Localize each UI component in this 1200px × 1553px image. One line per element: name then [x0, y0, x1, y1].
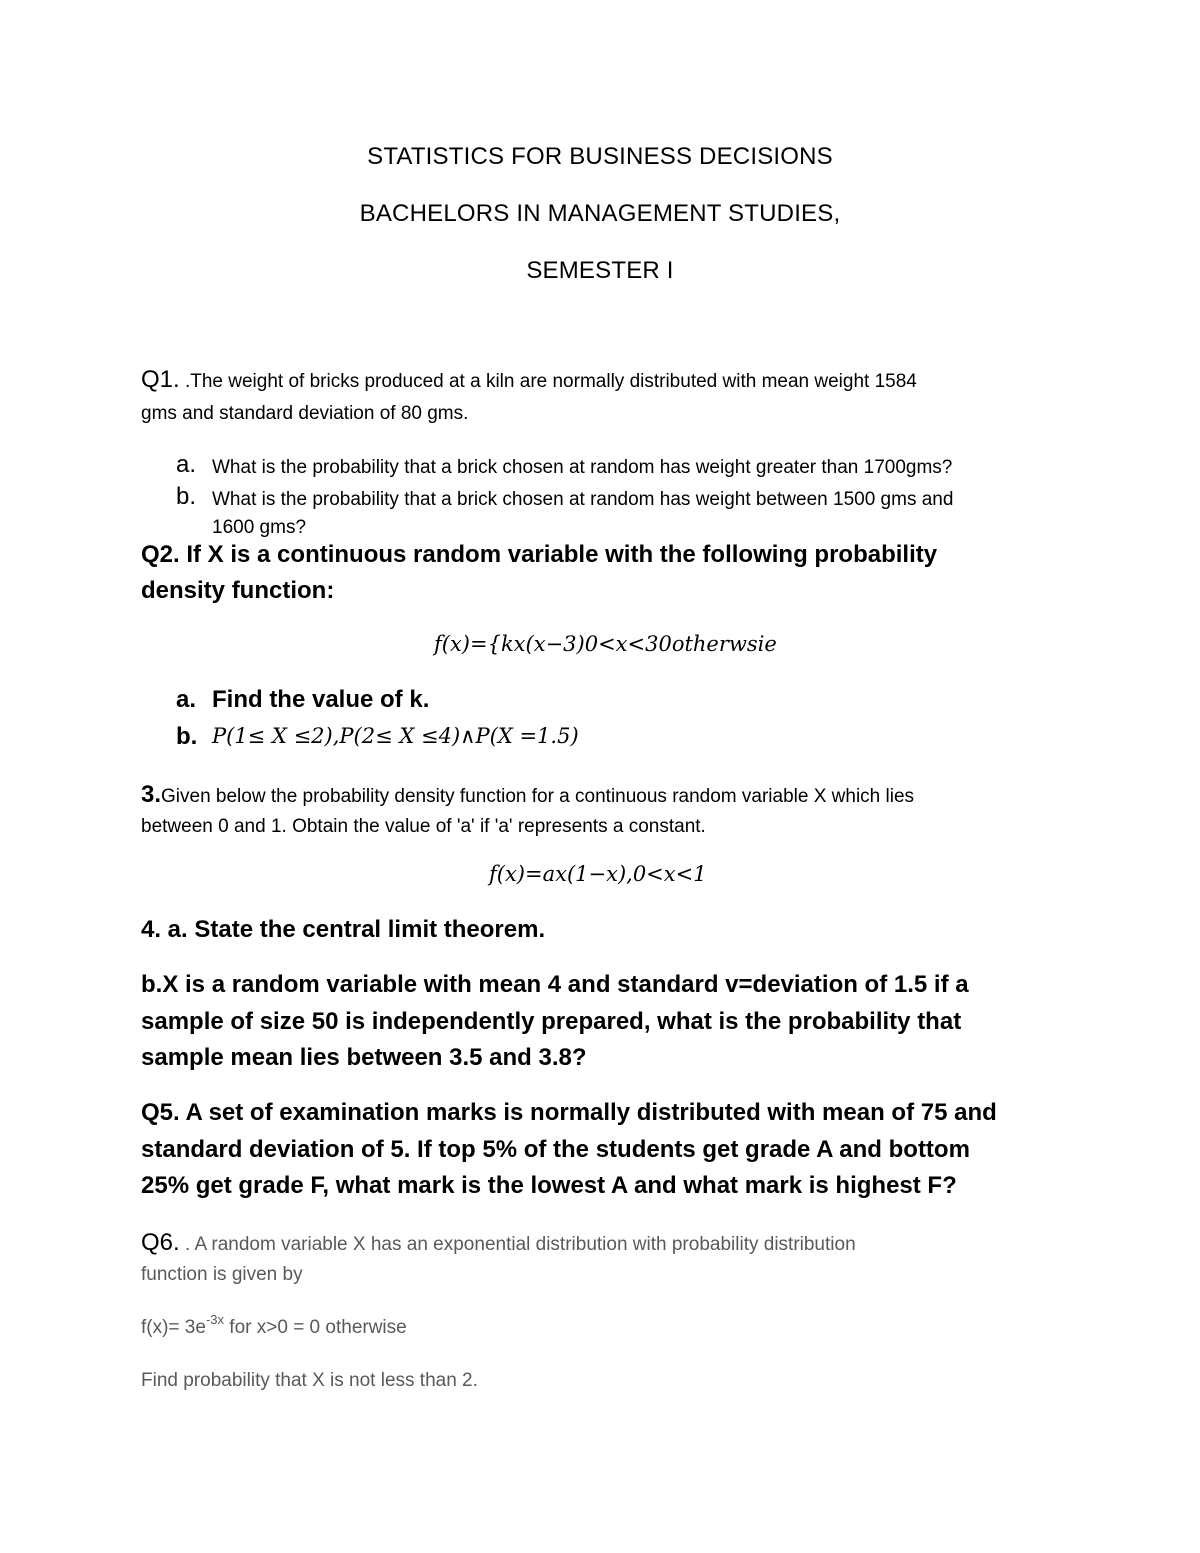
- q5-line1: Q5. A set of examination marks is normally distributed with mean of 75 and: [141, 1099, 997, 1126]
- q1b-label: b.: [176, 483, 197, 510]
- q2a-text: Find the value of k.: [212, 686, 430, 713]
- q2a-label: a.: [176, 686, 197, 713]
- q1-label: Q1.: [141, 366, 180, 393]
- q1-text-line2: gms and standard deviation of 80 gms.: [141, 403, 469, 424]
- semester-title: SEMESTER I: [526, 257, 674, 284]
- q6-text-line1: . A random variable X has an exponential distribution with probability distribution: [179, 1234, 856, 1255]
- q3-line1: [141, 781, 914, 809]
- q6-formula: [141, 1312, 407, 1339]
- course-title: STATISTICS FOR BUSINESS DECISIONS: [367, 143, 833, 170]
- q4a-line: 4. a. State the central limit theorem.: [141, 916, 546, 943]
- q1-line1: [141, 366, 917, 394]
- q4b-line2: sample of size 50 is independently prepared, what is the probability that: [141, 1008, 962, 1035]
- q6-formula-exponent: -3x: [205, 1312, 225, 1327]
- q5-line3: 25% get grade F, what mark is the lowest A and what mark is highest F?: [141, 1172, 957, 1199]
- q6-text-line2: function is given by: [141, 1264, 303, 1285]
- q2-line2: density function:: [141, 577, 335, 604]
- q3-label: 3.: [141, 781, 162, 808]
- q1b-text-line1: What is the probability that a brick chosen at random has weight between 1500 gms and: [212, 489, 954, 510]
- q3-text-line1: Given below the probability density function for a continuous random variable X which lies: [161, 786, 915, 807]
- q6-line1: [141, 1229, 856, 1257]
- q4b-line3: sample mean lies between 3.5 and 3.8?: [141, 1044, 587, 1071]
- q6-label: Q6.: [141, 1229, 180, 1256]
- q2b-label: b.: [176, 723, 198, 750]
- q6-formula-prefix: f(x)= 3e: [141, 1317, 206, 1338]
- q3-text-line2: between 0 and 1. Obtain the value of 'a' if 'a' represents a constant.: [141, 816, 706, 837]
- q1-text-line1: .The weight of bricks produced at a kiln are normally distributed with mean weight 1584: [179, 371, 917, 392]
- q1b-text-line2: 1600 gms?: [212, 517, 307, 538]
- q6-question: Find probability that X is not less than 2.: [141, 1370, 478, 1391]
- q2-pdf-formula: f(x)={kx(x−3)0<x<30otherwsie: [434, 632, 777, 656]
- q6-formula-suffix: for x>0 = 0 otherwise: [224, 1317, 407, 1338]
- q2-line1: Q2. If X is a continuous random variable with the following probability: [141, 541, 938, 568]
- q2b-formula: P(1≤ X ≤2),P(2≤ X ≤4)∧P(X =1.5): [212, 724, 579, 748]
- q4b-line1: b.X is a random variable with mean 4 and standard v=deviation of 1.5 if a: [141, 971, 969, 998]
- q1a-text: What is the probability that a brick chosen at random has weight greater than 1700gms?: [212, 457, 953, 478]
- q3-pdf-formula: f(x)=ax(1−x),0<x<1: [489, 862, 707, 886]
- q1a-label: a.: [176, 451, 197, 478]
- program-title: BACHELORS IN MANAGEMENT STUDIES,: [359, 200, 841, 227]
- q5-line2: standard deviation of 5. If top 5% of the students get grade A and bottom: [141, 1136, 970, 1163]
